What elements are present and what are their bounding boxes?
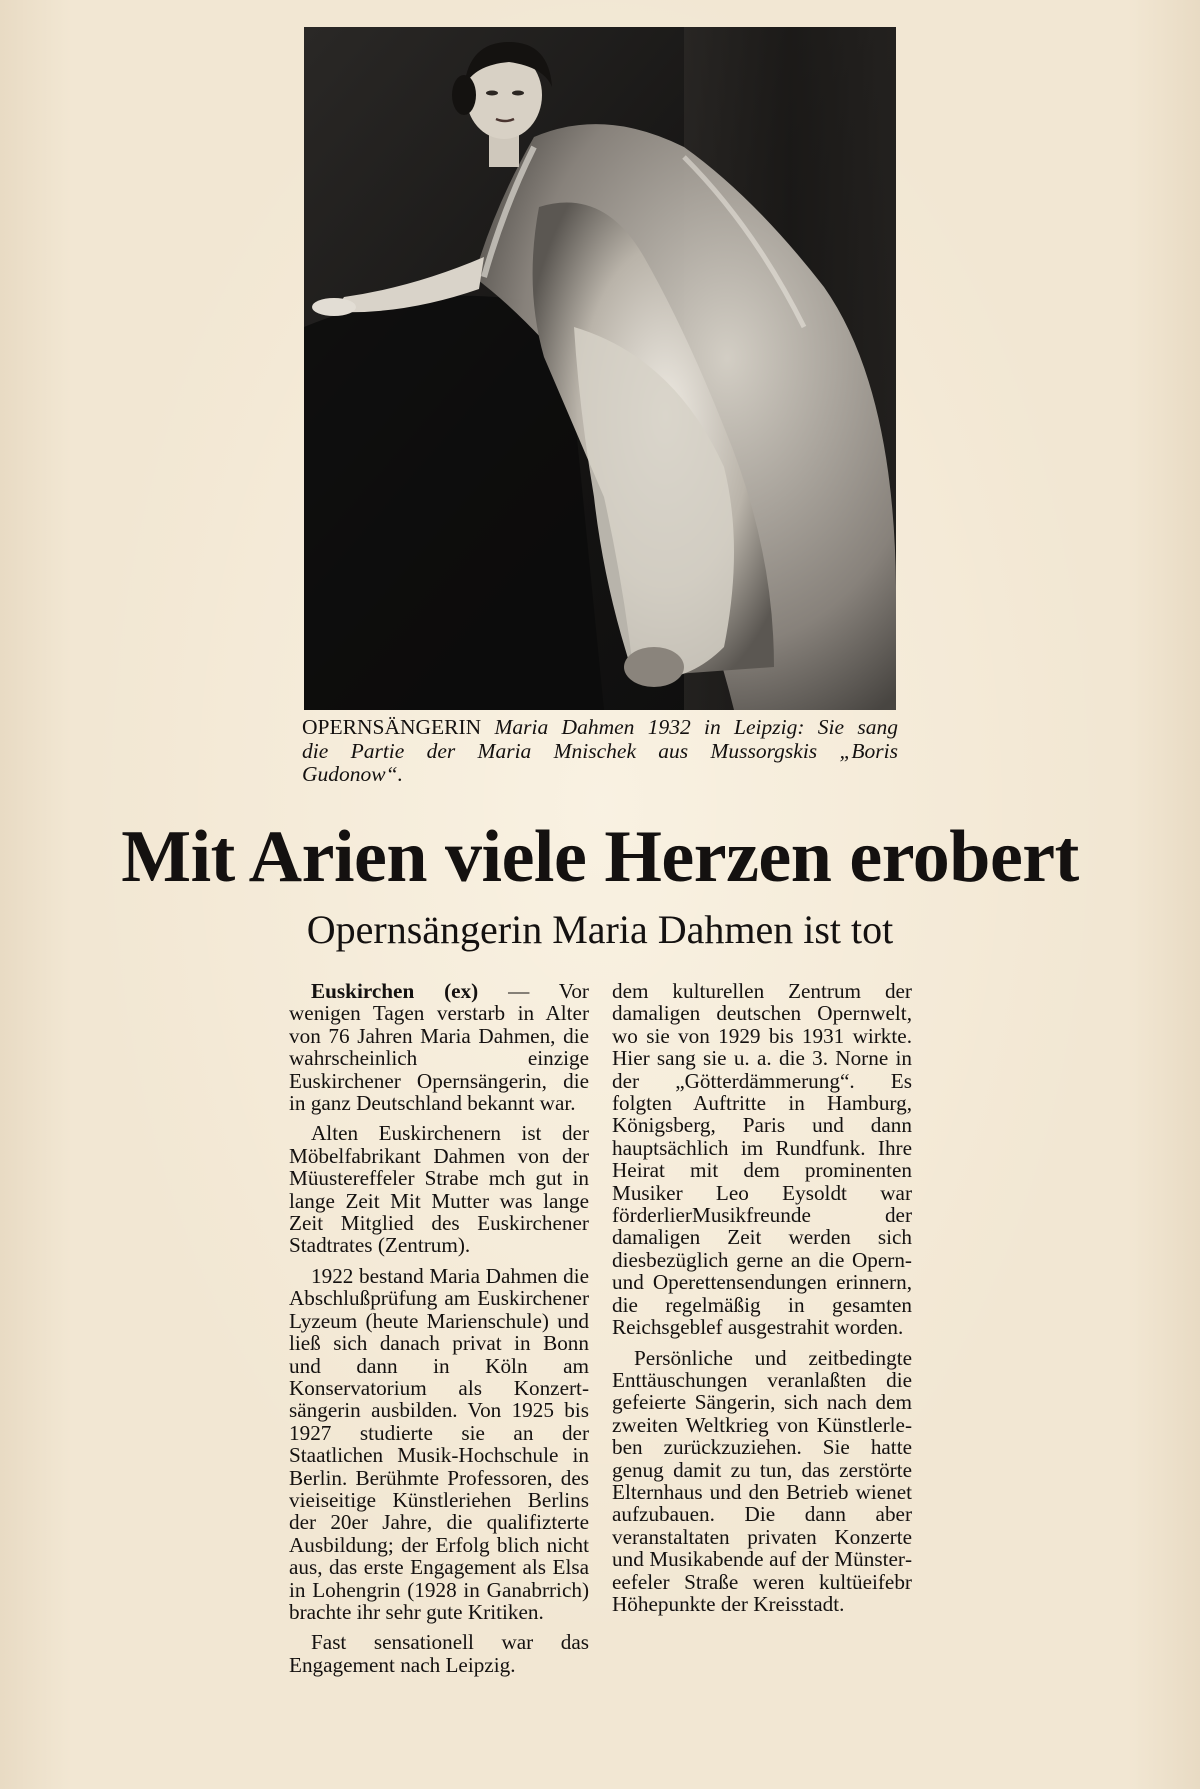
- caption-body-line2: die Partie der Maria Mnischek aus Mussorgskis „Boris: [302, 738, 898, 763]
- dateline: Euskirchen (ex): [311, 979, 479, 1003]
- subheadline: Opernsängerin Maria Dahmen ist tot: [306, 907, 894, 952]
- headline: Mit Arien viele Herzen erobert: [121, 816, 1079, 898]
- article-paragraph: 1922 bestand Maria Dahmen die Abschlußprüfung am Euskirchener Lyzeum (heute Marienschule) und ließ sich danach privat in Bonn und dann in Köln am Konservatorium als Konzertsängerin ausbilden. Von 1925 bis 1927 studierte sie an der Staatlichen Musik-Hochschule in Berlin. Berühmte Professoren, des vieiseitige Künstleriehen Berlins der 20er Jahre, die qualifizterte Ausbildung; der Erfolg blich nicht aus, das erste Engagement als Elsa in Lohengrin (1928 in Ganabrrich) brachte ihr sehr gute Kritiken.: [289, 1263, 589, 1624]
- caption-body-line1: Maria Dahmen 1932 in Leipzig: Sie sang: [494, 715, 898, 739]
- caption-body-line3: Gudonow“.: [302, 762, 403, 786]
- caption-lead: OPERNSÄNGERIN: [302, 715, 482, 739]
- article-paragraph: Alten Euskirchenern ist der Möbelfabrikant Dahmen von der Müustereffeler Strabe mch gut in lange Zeit Mit Mutter was lange Zeit Mitglied des Euskirchener Stadtrates (Zentrum).: [289, 1121, 589, 1258]
- portrait-photo: [304, 27, 896, 710]
- article-paragraph: [289, 980, 589, 1114]
- article-paragraph: Persönliche und zeitbedingte Enttäuschungen veranlaßten die gefeierte Sängerin, sich nach dem zweiten Weltkrieg von Künstlerleben zurückzuziehen. Sie hatte genug damit zu tun, das zerstörte Elternhaus und den Betrieb wienet aufzubauen. Die dann aber veranstaltaten privaten Konzerte und Musikabende auf der Münstereefeler Straße weren kultüeifebr Höhepunkte der Kreisstadt.: [612, 1345, 912, 1616]
- article-paragraph: dem kulturellen Zentrum der damaligen deutschen Opernwelt, wo sie von 1929 bis 1931 wirkte. Hier sang sie u. a. die 3. Norne in der „Götterdämmerung“. Es folgten Auftritte in Hamburg, Königsberg, Paris und dann hauptsächlich im Rundfunk. Ihre Heirat mit dem prominenten Musiker Leo Eysoldt war förderlierMusikfreunde der damaligen Zeit werden sich diesbezüglich gerne an die Opern- und Operettensendungen erinnern, die regelmäßig in gesamten Reichsgeblef ausgestrahit worden.: [612, 979, 912, 1340]
- photo-caption: [302, 716, 898, 763]
- article-paragraph: Fast sensationell war das Engagement nach Leipzig.: [289, 1630, 589, 1677]
- article-column-left: [289, 980, 589, 1684]
- article-column-right: [612, 980, 912, 1623]
- opera-singer-portrait-photo: [304, 27, 896, 710]
- paragraph-text: — Vor wenigen Tagen verstarb in Alter von 76 Jahren Maria Dahmen, die wahrscheinlich einzige Euskirchener Opernsängerin, die in ganz Deutschland bekannt war.: [289, 979, 589, 1116]
